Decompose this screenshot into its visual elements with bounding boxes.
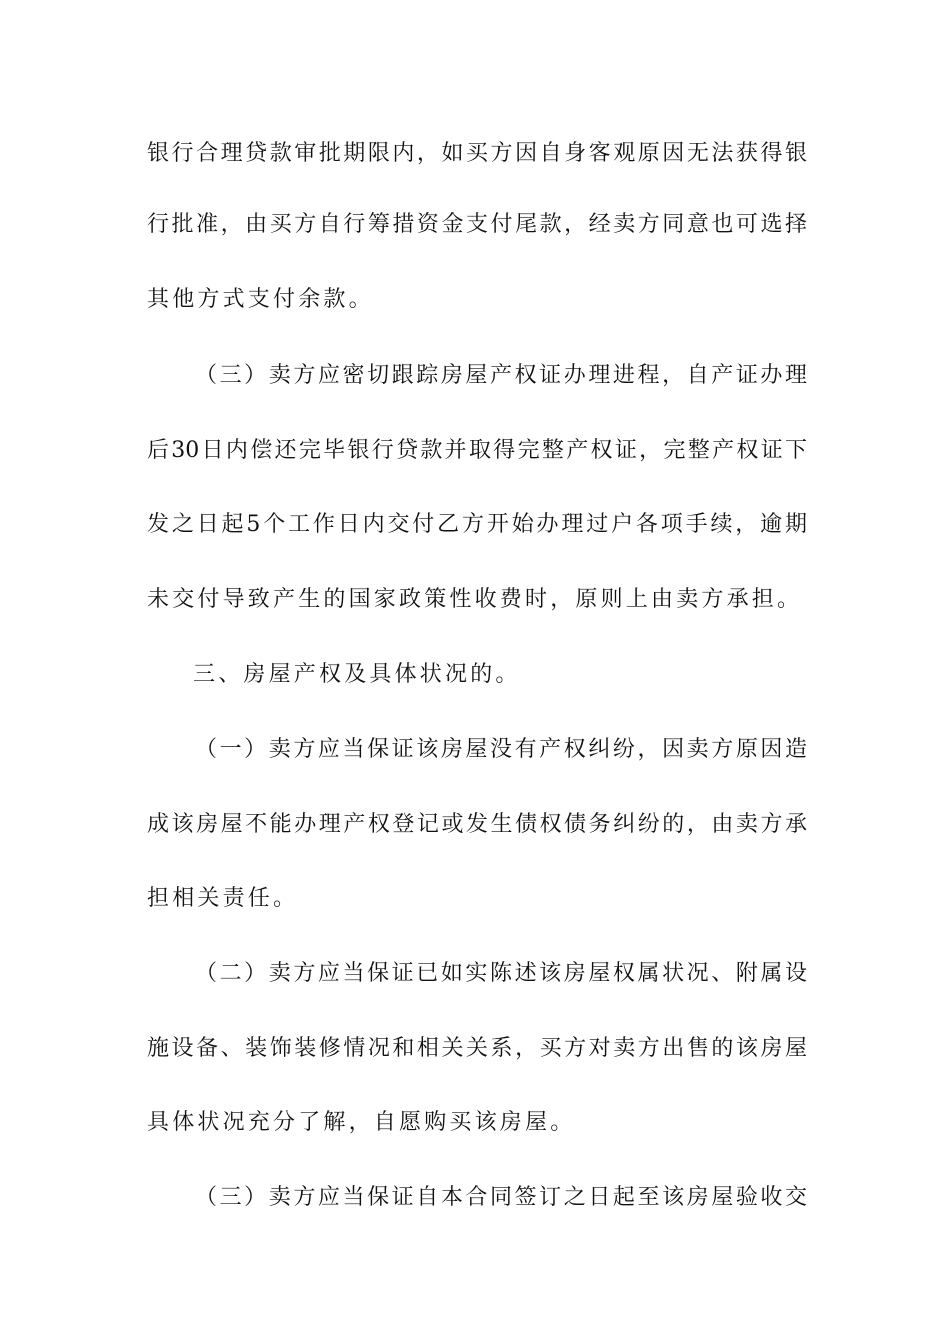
- text-line: 施设备、装饰装修情况和相关关系，买方对卖方出售的该房屋: [147, 1036, 807, 1061]
- text-line: 发之日起5个工作日内交付乙方开始办理过户各项手续，逾期: [147, 512, 807, 537]
- text-line: 未交付导致产生的国家政策性收费时，原则上由卖方承担。: [147, 587, 803, 612]
- text-line: 其他方式支付余款。: [147, 287, 374, 312]
- text-line: 成该房屋不能办理产权登记或发生债权债务纠纷的，由卖方承: [147, 812, 807, 837]
- text-line: 行批准，由买方自行筹措资金支付尾款，经卖方同意也可选择: [147, 212, 807, 237]
- text-line: 具体状况充分了解，自愿购买该房屋。: [147, 1110, 576, 1135]
- text-line: 银行合理贷款审批期限内，如买方因自身客观原因无法获得银: [147, 141, 807, 166]
- text-line: （三）卖方应密切跟踪房屋产权证办理进程，自产证办理: [195, 363, 807, 388]
- text-line: 担相关责任。: [147, 886, 299, 911]
- text-line: （一）卖方应当保证该房屋没有产权纠纷，因卖方原因造: [195, 737, 807, 762]
- text-line: 后30日内偿还完毕银行贷款并取得完整产权证，完整产权证下: [147, 438, 807, 463]
- section-heading: 三、房屋产权及具体状况的。: [193, 662, 521, 687]
- text-line: （三）卖方应当保证自本合同签订之日起至该房屋验收交: [195, 1185, 807, 1210]
- text-line: （二）卖方应当保证已如实陈述该房屋权属状况、附属设: [195, 961, 807, 986]
